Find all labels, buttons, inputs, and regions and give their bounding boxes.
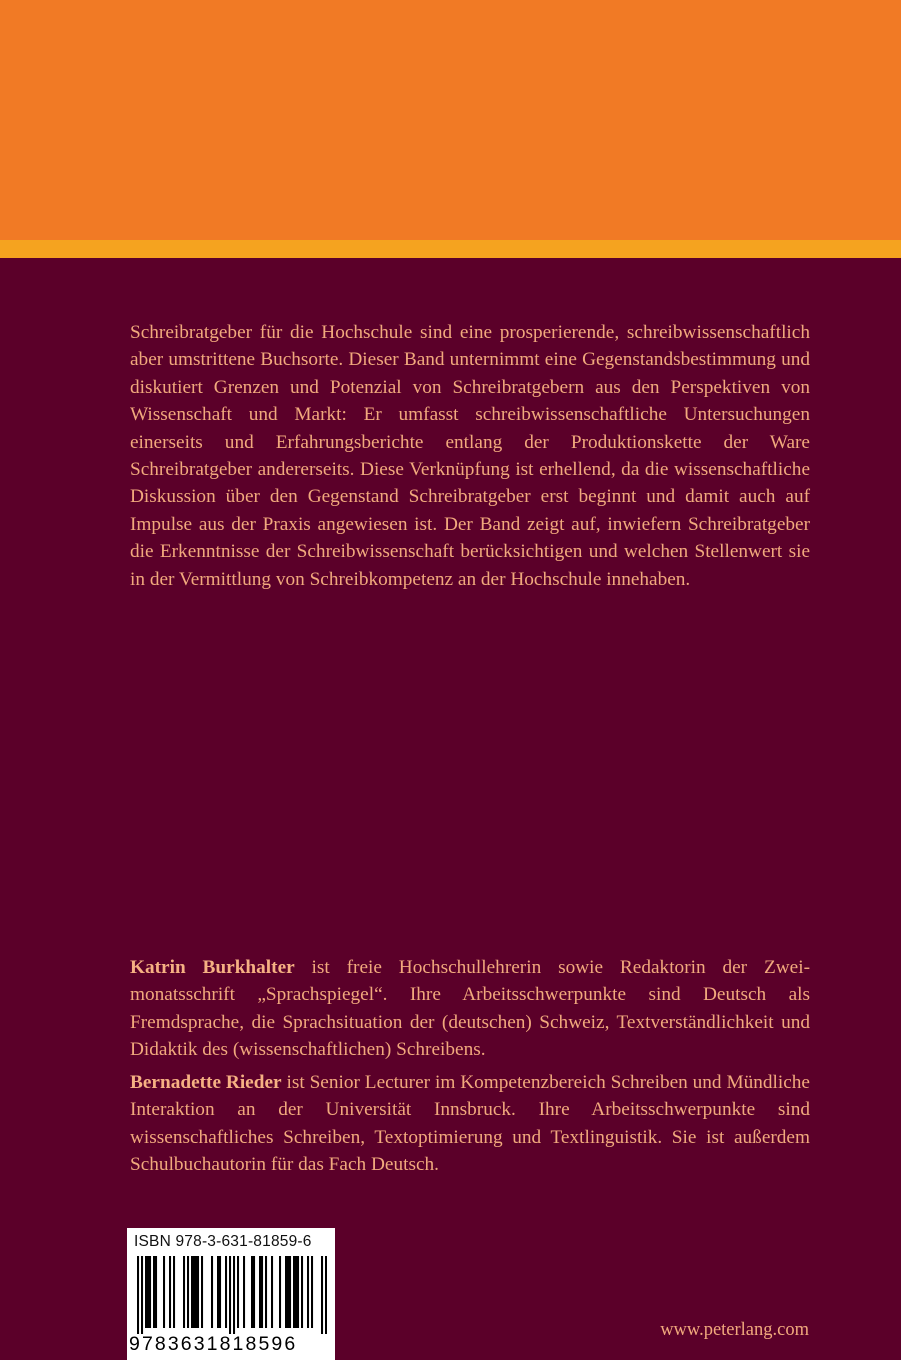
barcode-bar [265,1256,267,1328]
isbn-barcode [127,1228,335,1360]
barcode-bar [259,1256,261,1328]
barcode-bar [149,1256,151,1328]
barcode-bar [251,1256,253,1328]
barcode-bar [325,1256,327,1334]
barcode-bar [307,1256,309,1328]
barcode-digits: 9783631818596 [129,1333,298,1355]
barcode-bar [233,1256,235,1334]
barcode-bar [243,1256,245,1328]
barcode-bar [145,1256,147,1328]
barcode-bar [163,1256,165,1328]
author-bio-burkhalter [130,954,810,1064]
author-name: Bernadette Rieder [130,1072,282,1093]
barcode-bar [219,1256,221,1328]
barcode-bar [191,1256,193,1328]
barcode-bar [279,1256,281,1328]
barcode-bar [193,1256,195,1328]
barcode-bar [173,1256,175,1328]
author-bio-text: ist freie Hochschullehrerin sowie Redaktorin der Zweimonatsschrift „Sprachspiegel“. Ihre Arbeitsschwerpunkte sind Deutsch als Fremdsprache, die Sprachsituation der (deutschen) Schweiz, Textverständlichkeit und Didaktik des (wissenschaftlichen) Schreibens. [130,957,810,1061]
isbn-label: ISBN 978-3-631-81859-6 [134,1233,312,1250]
barcode-bar [297,1256,299,1328]
barcode-bar [311,1256,313,1328]
barcode-bar [301,1256,303,1328]
barcode-bar [229,1256,231,1334]
book-description: Schreibratgeber für die Hochschule sind eine prosperierende, schreibwissenschaftlich aber umstrittene Buchsorte. Dieser Band unternimmt eine Gegenstandsbestimmung und diskutiert Grenzen und Potenzial von Schreibratgebern aus den Perspektiven von Wissenschaft und Markt: Er umfasst schreibwissenschaftliche Untersuchungen einerseits und Erfahrungsberichte entlang der Produktionskette der Ware Schreibratgeber andererseits. Diese Verknüpfung ist erhellend, da die wissenschaftliche Diskussion über den Gegenstand Schreibratgeber erst beginnt und damit auch auf Impulse aus der Praxis angewiesen ist. Der Band zeigt auf, inwiefern Schreibratgeber die Erkenntnisse der Schreibwissenschaft berücksichtigen und welchen Stellenwert sie in der Vermittlung von Schreibkompetenz an der Hochschule innehaben. [130,322,810,590]
barcode-bar [271,1256,273,1328]
barcode-bar [217,1256,219,1328]
barcode-bar [287,1256,289,1328]
barcode-bar [169,1256,171,1328]
barcode-bar [295,1256,297,1328]
barcode-bar [225,1256,227,1328]
barcode-bar [153,1256,155,1328]
barcode-bars [137,1256,327,1334]
barcode-bar [147,1256,149,1328]
barcode-bar [201,1256,203,1328]
author-bio-rieder [130,1069,810,1179]
accent-stripe [0,240,901,258]
barcode-bar [293,1256,295,1328]
barcode-bar [195,1256,197,1328]
barcode-bar [183,1256,185,1328]
barcode-bar [285,1256,287,1328]
barcode-bar [237,1256,239,1328]
publisher-website[interactable]: www.peterlang.com [660,1320,809,1340]
barcode-bar [289,1256,291,1328]
barcode-bar [211,1256,213,1328]
barcode-bar [261,1256,263,1328]
barcode-bar [141,1256,143,1334]
author-bio-text: ist Senior Lecturer im Kompetenzbereich Schreiben und Mündliche Interaktion an der Universität Innsbruck. Ihre Arbeitsschwerpunkte sind wissenschaftliches Schreiben, Textoptimierung und Textlinguistik. Sie ist außerdem Schulbuchautorin für das Fach Deutsch. [130,1072,810,1176]
barcode-bar [187,1256,189,1328]
author-name: Katrin Burkhalter [130,957,295,978]
barcode-bar [253,1256,255,1328]
top-color-band [0,0,901,240]
barcode-bar [155,1256,157,1328]
barcode-bar [137,1256,139,1334]
barcode-bar [197,1256,199,1328]
barcode-bar [321,1256,323,1334]
